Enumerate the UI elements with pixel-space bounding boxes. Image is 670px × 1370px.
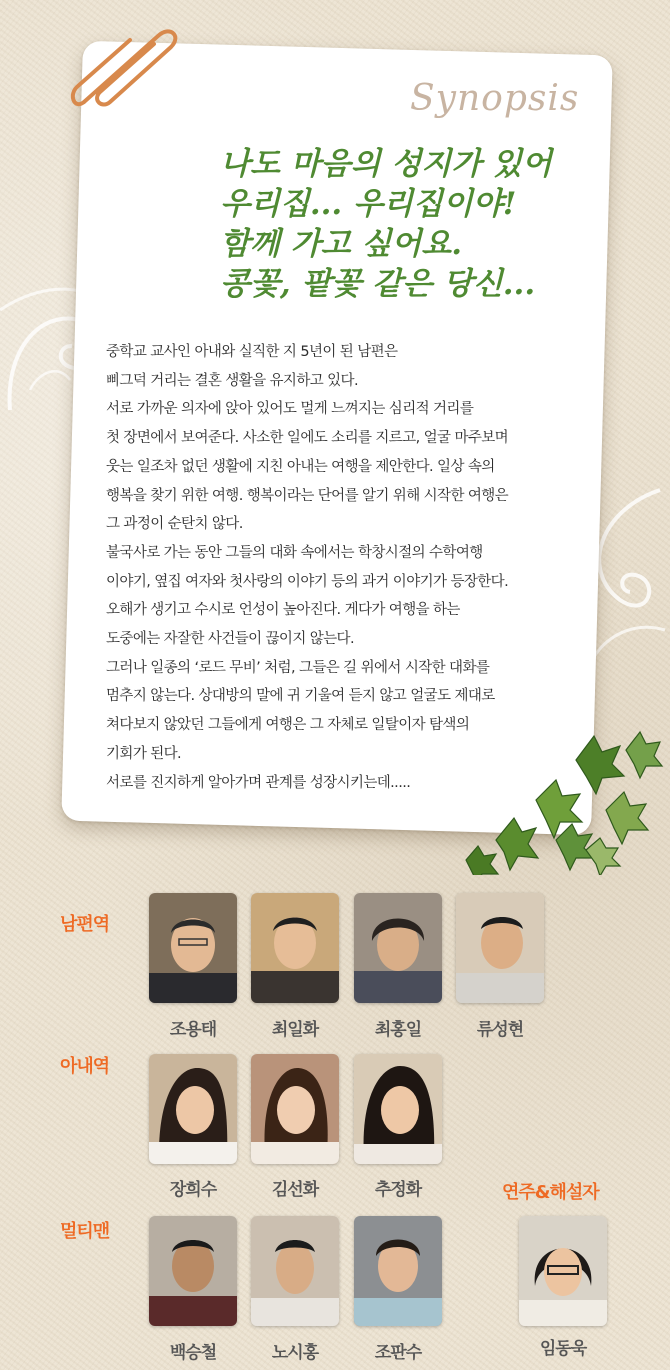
- body-line: 서로 가까운 의자에 앉아 있어도 멀게 느껴지는 심리적 거리를: [106, 401, 474, 418]
- synopsis-headline: [220, 144, 600, 304]
- actor-photo: [354, 893, 442, 1003]
- actress-photo: [354, 1054, 442, 1164]
- body-line: 그 과정이 순탄치 않다.: [106, 516, 243, 533]
- actor-photo: [251, 1216, 339, 1326]
- musician-photo: [519, 1216, 607, 1326]
- actress-name: 장희수: [169, 1180, 217, 1200]
- body-line: 삐그덕 거리는 결혼 생활을 유지하고 있다.: [106, 372, 358, 389]
- body-line: 이야기, 옆집 여자와 첫사랑의 이야기 등의 과거 이야기가 등장한다.: [106, 573, 509, 590]
- body-line: 그러나 일종의 ‘로드 무비’ 처럼, 그들은 길 위에서 시작한 대화를: [106, 659, 490, 676]
- role-label-husband: 남편역: [60, 914, 110, 935]
- actress-photo: [149, 1054, 237, 1164]
- actress-name: 추정화: [374, 1180, 422, 1200]
- actor-name: 노시홍: [271, 1343, 319, 1363]
- actor-photo: [149, 893, 237, 1003]
- actor-name: 류성현: [476, 1020, 524, 1040]
- actor-name: 최일화: [271, 1020, 319, 1040]
- ivy-plant-image: [456, 690, 666, 875]
- actress-name: 김선화: [271, 1180, 319, 1200]
- actor-photo: [251, 893, 339, 1003]
- role-label-musician: 연주&해설자: [502, 1182, 599, 1203]
- musician-name: 임동욱: [539, 1339, 587, 1359]
- actor-photo: [354, 1216, 442, 1326]
- headline-line: 함께 가고 싶어요.: [220, 226, 462, 262]
- body-line: 쳐다보지 않았던 그들에게 여행은 그 자체로 일탈이자 탐색의: [106, 717, 470, 734]
- body-line: 중학교 교사인 아내와 실직한 지 5년이 된 남편은: [106, 344, 398, 360]
- headline-line: 콩꽃, 팥꽃 같은 당신...: [220, 266, 536, 302]
- body-line: 도중에는 자잘한 사건들이 끊이지 않는다.: [106, 631, 354, 648]
- actress-photo: [251, 1054, 339, 1164]
- actor-name: 백승철: [169, 1343, 217, 1363]
- body-line: 기회가 된다.: [106, 745, 182, 762]
- actor-name: 최홍일: [374, 1020, 422, 1040]
- body-line: 멈추지 않는다. 상대방의 말에 귀 기울여 듣지 않고 얼굴도 제대로: [106, 688, 495, 705]
- paperclip-icon: [70, 14, 182, 114]
- headline-line: 나도 마음의 성지가 있어: [220, 146, 552, 182]
- actor-photo: [456, 893, 544, 1003]
- role-label-wife: 아내역: [60, 1056, 110, 1077]
- synopsis-title: Synopsis: [410, 78, 580, 119]
- headline-line: 우리집... 우리집이야!: [220, 186, 517, 222]
- body-line: 불국사로 가는 동안 그들의 대화 속에서는 학창시절의 수학여행: [106, 544, 483, 561]
- actor-name: 조판수: [374, 1343, 422, 1363]
- role-label-multi: 멀티맨: [60, 1221, 110, 1242]
- body-line: 행복을 찾기 위한 여행. 행복이라는 단어를 알기 위해 시작한 여행은: [106, 487, 509, 504]
- body-line: 첫 장면에서 보여준다. 사소한 일에도 소리를 지르고, 얼굴 마주보며: [106, 430, 509, 447]
- body-line: 웃는 일조차 없던 생활에 지친 아내는 여행을 제안한다. 일상 속의: [106, 458, 495, 475]
- body-line: 서로를 진지하게 알아가며 관계를 성장시키는데.....: [106, 774, 411, 791]
- actor-photo: [149, 1216, 237, 1326]
- body-line: 오해가 생기고 수시로 언성이 높아진다. 게다가 여행을 하는: [106, 602, 460, 619]
- actor-name: 조용태: [169, 1020, 217, 1040]
